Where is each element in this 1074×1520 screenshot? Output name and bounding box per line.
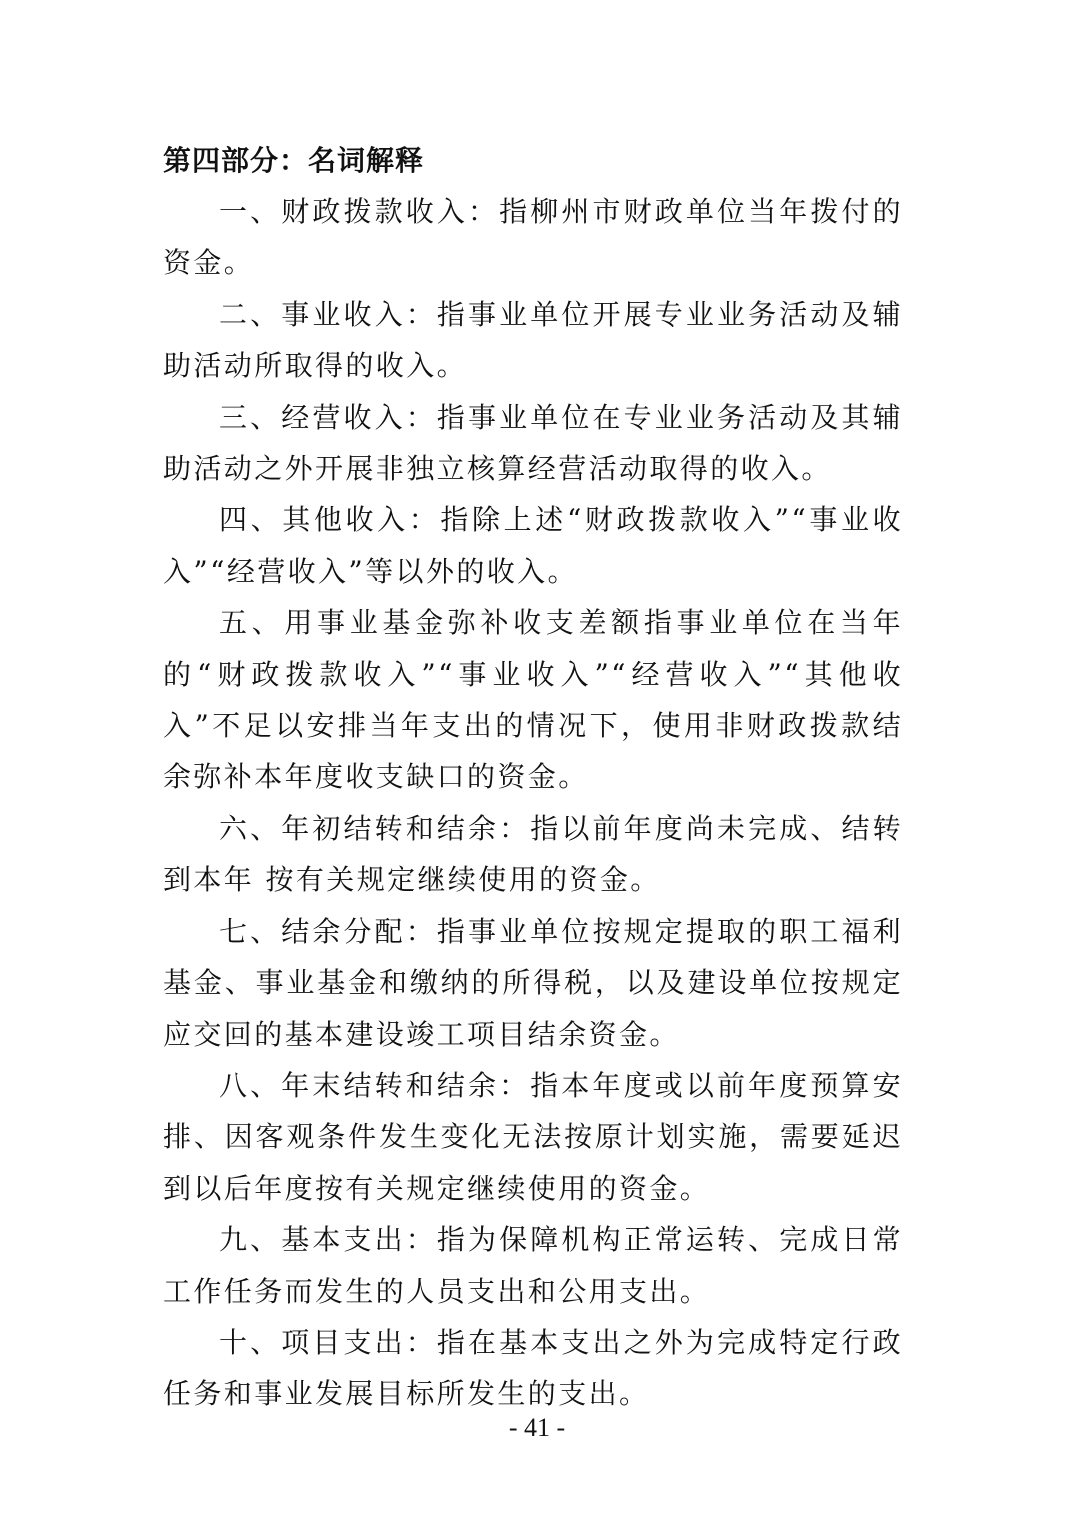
document-body bbox=[163, 135, 903, 1420]
term-paragraph-4: 四、其他收入：指除上述“财政拨款收入”“事业收入”“经营收入”等以外的收入。 bbox=[163, 503, 903, 588]
section-title: 第四部分：名词解释 bbox=[163, 144, 425, 177]
term-paragraph-1: 一、财政拨款收入：指柳州市财政单位当年拨付的资金。 bbox=[163, 195, 903, 280]
term-paragraph-3: 三、经营收入：指事业单位在专业业务活动及其辅助活动之外开展非独立核算经营活动取得的收入。 bbox=[163, 400, 903, 486]
term-paragraph-7: 七、结余分配：指事业单位按规定提取的职工福利基金、事业基金和缴纳的所得税，以及建设单位按规定应交回的基本建设竣工项目结余资金。 bbox=[163, 914, 903, 1051]
page-number: - 41 - bbox=[508, 1413, 566, 1442]
term-paragraph-5: 五、用事业基金弥补收支差额指事业单位在当年的“财政拨款收入”“事业收入”“经营收入”“其他收入”不足以安排当年支出的情况下，使用非财政拨款结余弥补本年度收支缺口的资金。 bbox=[163, 606, 903, 794]
term-paragraph-2: 二、事业收入：指事业单位开展专业业务活动及辅助活动所取得的收入。 bbox=[163, 297, 903, 383]
term-paragraph-6: 六、年初结转和结余：指以前年度尚未完成、结转到本年 按有关规定继续使用的资金。 bbox=[163, 811, 903, 897]
term-paragraph-10: 十、项目支出：指在基本支出之外为完成特定行政任务和事业发展目标所发生的支出。 bbox=[163, 1325, 903, 1411]
term-paragraph-9: 九、基本支出：指为保障机构正常运转、完成日常工作任务而发生的人员支出和公用支出。 bbox=[163, 1223, 903, 1308]
term-paragraph-8: 八、年末结转和结余：指本年度或以前年度预算安排、因客观条件发生变化无法按原计划实施，需要延迟到以后年度按有关规定继续使用的资金。 bbox=[163, 1068, 903, 1205]
